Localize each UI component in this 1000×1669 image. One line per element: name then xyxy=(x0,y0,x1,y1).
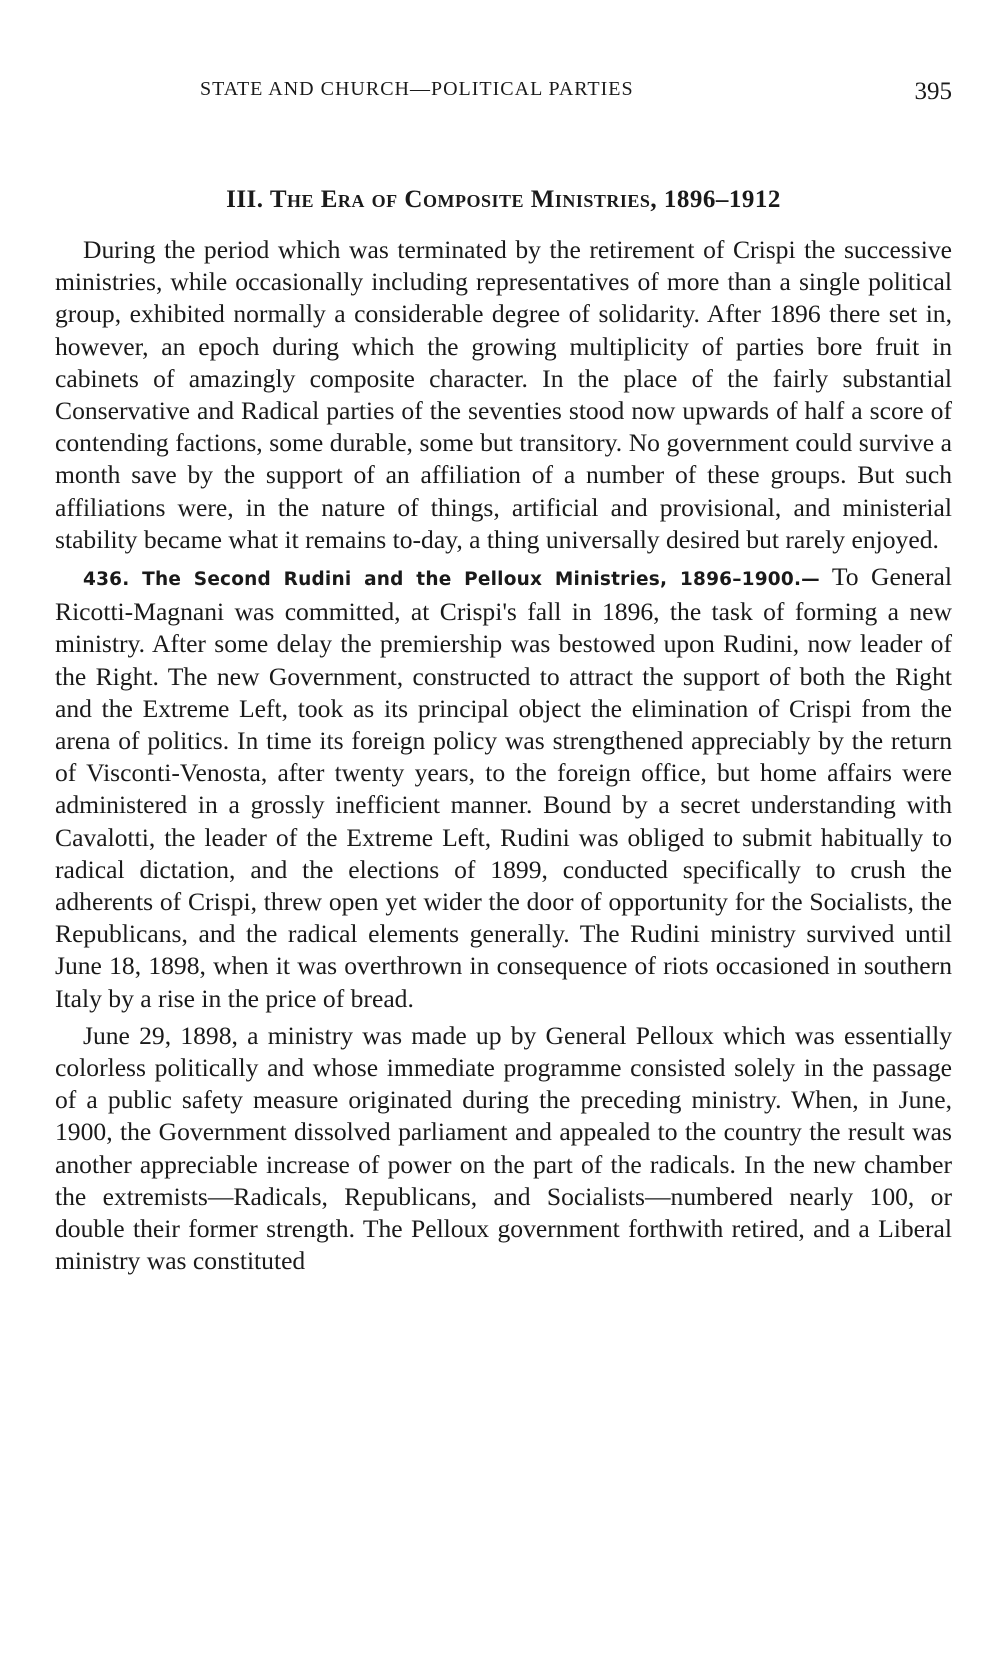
paragraph-intro xyxy=(55,234,952,556)
running-title: STATE AND CHURCH—POLITICAL PARTIES xyxy=(200,78,634,100)
book-page xyxy=(55,0,952,1278)
paragraph-text: During the period which was terminated by the retirement of Crispi the successive ministries, while occasionally including representatives of more than a single political group, exhibited normally a considerable degree of solidarity. After 1896 there set in, however, an epoch during which the growing multiplicity of parties bore fruit in cabinets of amazingly composite character. In the place of the fairly substantial Conservative and Radical parties of the seventies stood now upwards of half a score of contending factions, some durable, some but transitory. No government could survive a month save by the support of an affiliation of a number of these groups. But such affiliations were, in the nature of things, artificial and provisional, and ministerial stability became what it remains to-day, a thing universally desired but rarely enjoyed. xyxy=(55,235,952,554)
paragraph-pelloux xyxy=(55,1020,952,1278)
paragraph-text: To General Ricotti-Magnani was committed, at Crispi's fall in 1896, the task of forming a new ministry. After some delay the premiership was bestowed upon Rudini, now leader of the Right. The new Government, constructed to attract the support of both the Right and the Extreme Left, took as its principal object the elimination of Crispi from the arena of politics. In time its foreign policy was strengthened appreciably by the return of Visconti-Venosta, after twenty years, to the foreign office, but home affairs were administered in a grossly inefficient manner. Bound by a secret understanding with Cavalotti, the leader of the Extreme Left, Rudini was obliged to submit habitually to radical dictation, and the elections of 1899, conducted specifically to crush the adherents of Crispi, threw open yet wider the door of opportunity for the Socialists, the Republicans, and the radical elements generally. The Rudini ministry survived until June 18, 1898, when it was overthrown in consequence of riots occasioned in southern Italy by a rise in the price of bread. xyxy=(55,562,952,1013)
section-heading: III. The Era of Composite Ministries, 1896–1912 xyxy=(226,186,781,213)
subsection-heading: 436. The Second Rudini and the Pelloux Ministries, 1896–1900.— xyxy=(83,569,820,591)
running-head xyxy=(55,0,952,110)
page-number: 395 xyxy=(914,78,952,105)
paragraph-436 xyxy=(55,561,952,1015)
paragraph-text: June 29, 1898, a ministry was made up by General Pelloux which was essentially colorless politically and whose immediate programme consisted solely in the passage of a public safety measure originated during the preceding ministry. When, in June, 1900, the Government dissolved parliament and appealed to the country the result was another appreciable increase of power on the part of the radicals. In the new chamber the extremists—Radicals, Republicans, and Socialists—numbered nearly 100, or double their former strength. The Pelloux government forthwith retired, and a Liberal ministry was constituted xyxy=(55,1020,952,1276)
